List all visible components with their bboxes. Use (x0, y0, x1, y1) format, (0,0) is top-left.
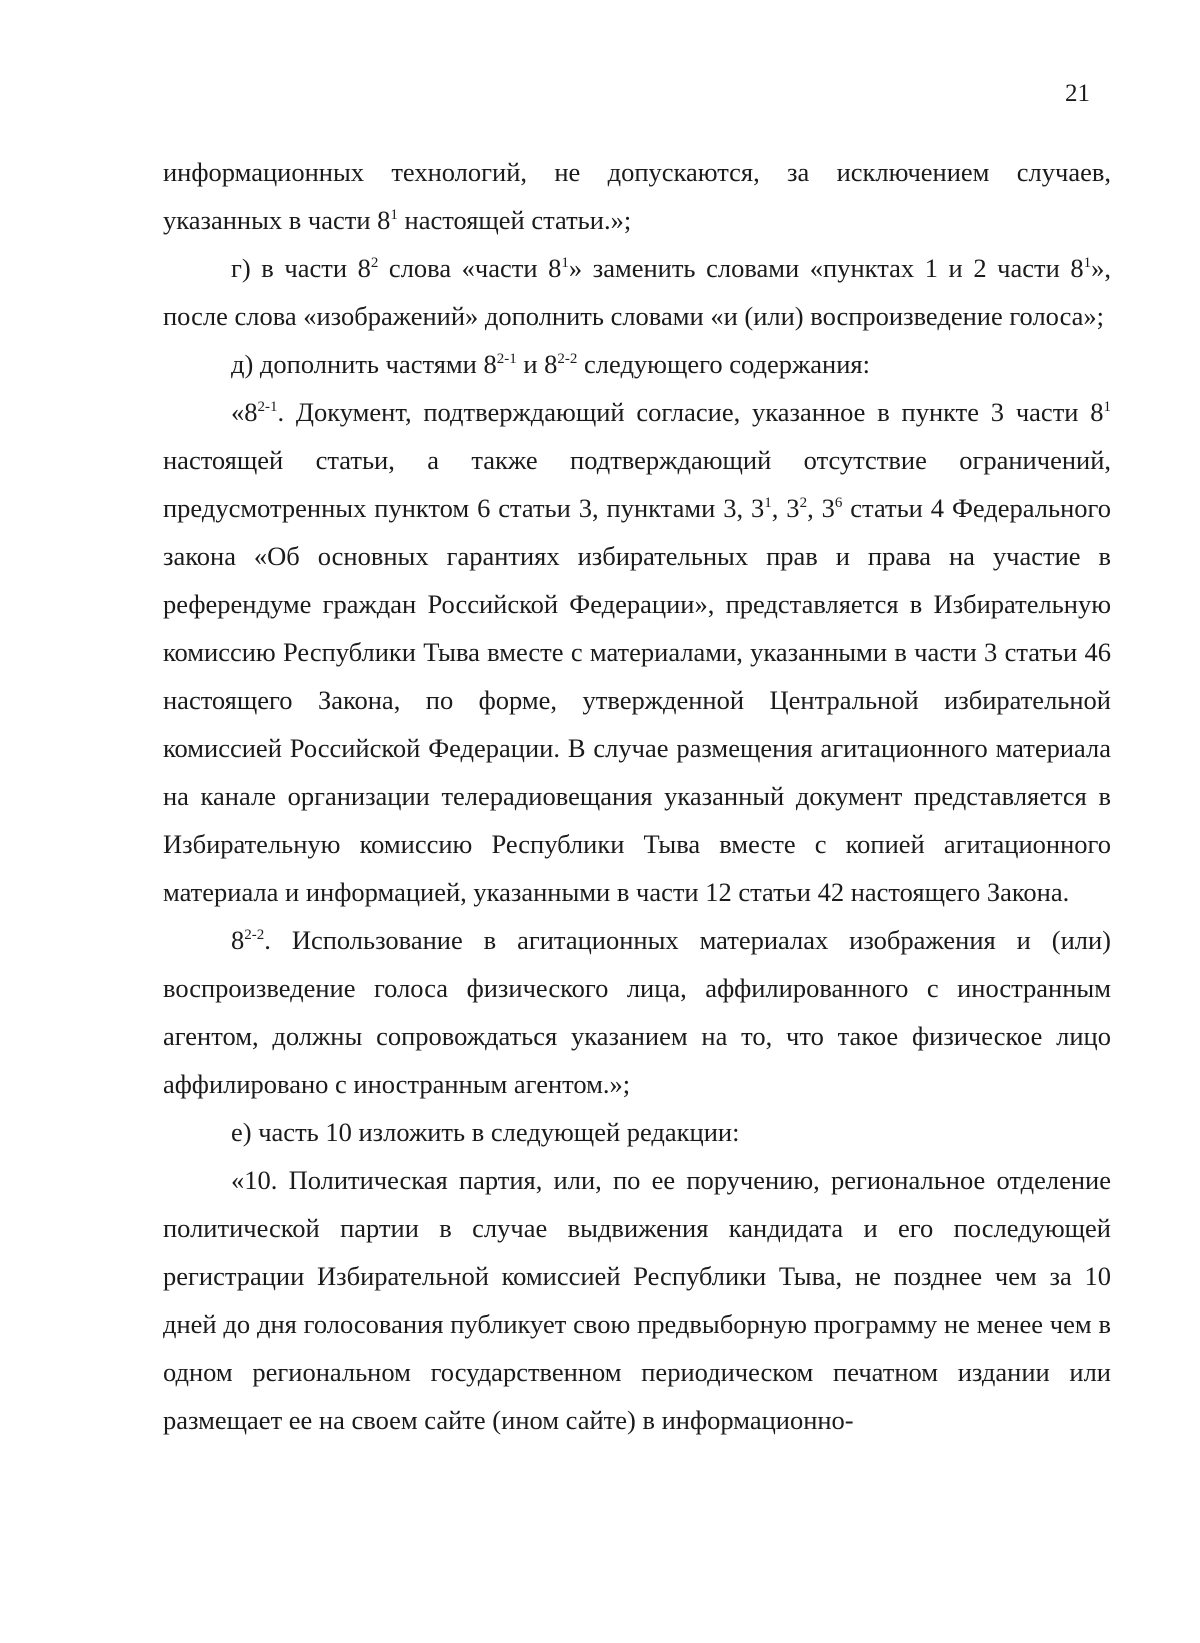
superscript: 1 (1083, 255, 1092, 272)
text-run: е) часть 10 изложить в следующей редакции: (231, 1117, 740, 1147)
text-run: , 3 (771, 493, 800, 523)
text-run: слова «части 8 (378, 253, 562, 283)
text-run: г) в части 8 (231, 253, 371, 283)
superscript: 2 (799, 495, 808, 512)
text-run: д) дополнить частями 8 (231, 349, 497, 379)
text-run: . Документ, подтверждающий согласие, указанное в пункте 3 части 8 (277, 397, 1104, 427)
paragraph-item-g (163, 244, 1111, 340)
superscript: 1 (1103, 399, 1111, 416)
text-run: , 3 (807, 493, 835, 523)
text-run: и 8 (516, 349, 558, 379)
paragraph-part-10 (163, 1156, 1111, 1444)
text-run: «8 (231, 397, 258, 427)
superscript: 2 (370, 255, 379, 272)
text-run: » заменить словами «пунктах 1 и 2 части 8 (568, 253, 1084, 283)
text-run: следующего содержания: (577, 349, 870, 379)
text-run: статьи 4 Федерального закона «Об основных гарантиях избирательных прав и права на участие в референдуме граждан Российской Федерации», представляется в Избирательную комиссию Республики Тыва вместе с материалами, указанными в части 3 статьи 46 настоящего Закона, по форме, утвержденной Центральной избирательной комиссией Российской Федерации. В случае размещения агитационного материала на канале организации телерадиовещания указанный документ представляется в Избирательную комиссию Республики Тыва вместе с копией агитационного материала и информацией, указанными в части 12 статьи 42 настоящего Закона. (163, 493, 1111, 907)
superscript: 2-1 (257, 399, 278, 416)
superscript: 6 (834, 495, 843, 512)
superscript: 1 (764, 495, 772, 512)
superscript: 2-1 (496, 351, 517, 368)
text-run: настоящей статьи, а также подтверждающий отсутствие ограничений, предусмотренных пунктом 6 статьи 3, пунктами 3, 3 (163, 445, 1111, 523)
paragraph-part-8-2-1 (163, 388, 1111, 916)
document-body (163, 148, 1111, 1444)
text-run: информационных технологий, не допускаются, за исключением случаев, указанных в части 8 (163, 157, 1111, 235)
superscript: 1 (561, 255, 569, 272)
paragraph-continuation (163, 148, 1111, 244)
text-run: «10. Политическая партия, или, по ее поручению, региональное отделение политической партии в случае выдвижения кандидата и его последующей регистрации Избирательной комиссией Республики Тыва, не позднее чем за 10 дней до дня голосования публикует свою предвыборную программу не менее чем в одном региональном государственном периодическом печатном издании или размещает ее на своем сайте (ином сайте) в информационно- (163, 1165, 1111, 1435)
superscript: 1 (390, 207, 398, 224)
superscript: 2-2 (244, 927, 265, 944)
page-number: 21 (1065, 80, 1090, 107)
superscript: 2-2 (557, 351, 578, 368)
text-run: настоящей статьи.»; (397, 205, 632, 235)
text-run: », после слова «изображений» дополнить словами «и (или) воспроизведение голоса»; (163, 253, 1111, 331)
paragraph-item-e (163, 1108, 1111, 1156)
paragraph-part-8-2-2 (163, 916, 1111, 1108)
paragraph-item-d (163, 340, 1111, 388)
text-run: . Использование в агитационных материалах изображения и (или) воспроизведение голоса физического лица, аффилированного с иностранным агентом, должны сопровождаться указанием на то, что такое физическое лицо аффилировано с иностранным агентом.»; (163, 925, 1111, 1099)
text-run: 8 (231, 925, 245, 955)
